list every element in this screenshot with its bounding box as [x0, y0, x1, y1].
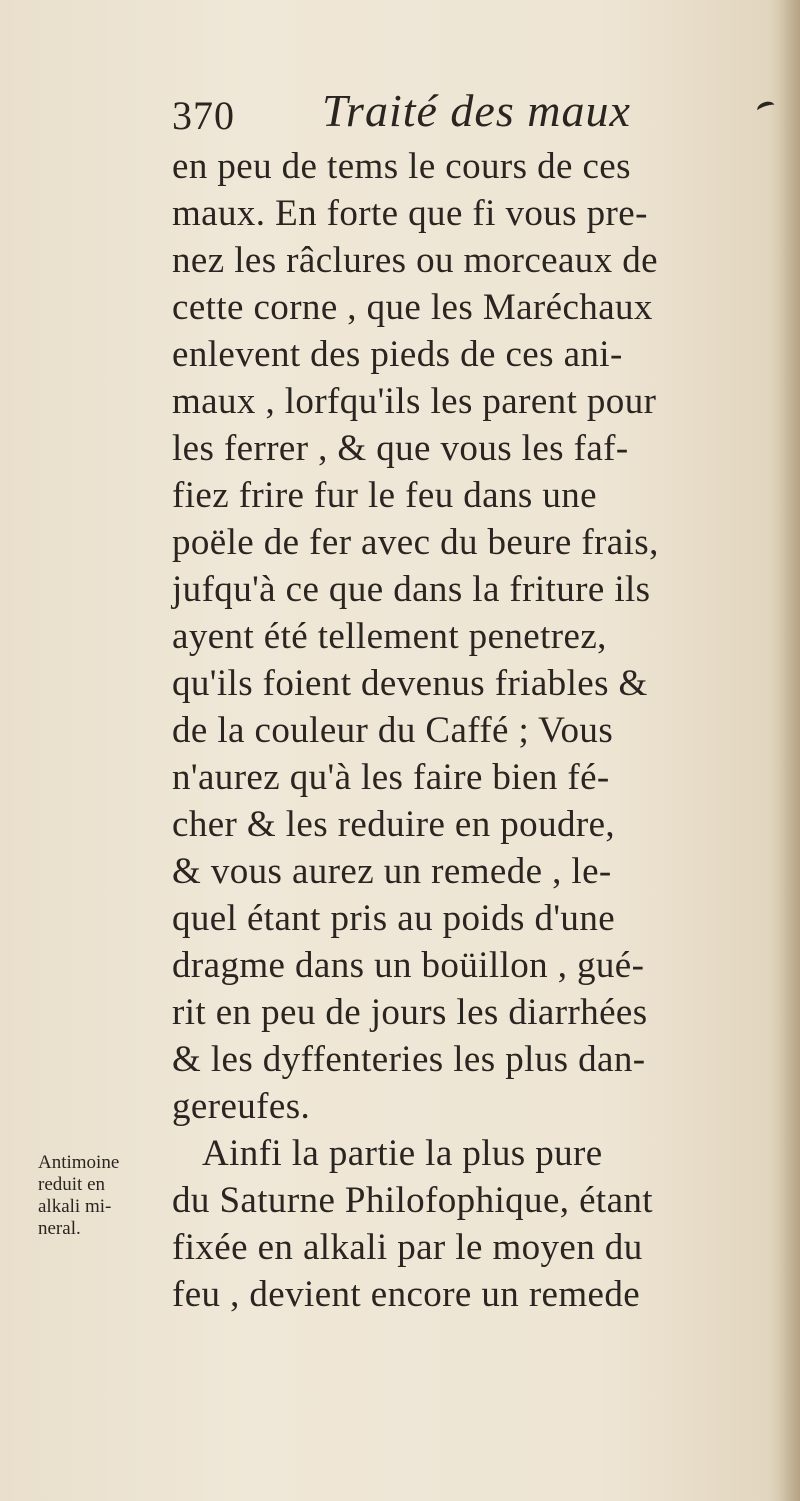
text-line: en peu de tems le cours de ces	[172, 146, 631, 187]
text-line: feu , devient encore un remede	[172, 1274, 641, 1315]
text-line: gereufes.	[172, 1086, 311, 1127]
text-line: n'aurez qu'à les faire bien fé-	[172, 757, 610, 798]
text-line: ayent été tellement penetrez,	[172, 616, 607, 657]
text-line: & les dyffenteries les plus dan-	[172, 1039, 646, 1080]
text-line: cher & les reduire en poudre,	[172, 804, 616, 845]
text-line: cette corne , que les Maréchaux	[172, 287, 653, 328]
page-edge-shadow	[778, 0, 800, 1501]
page-header	[172, 82, 772, 142]
text-line: dragme dans un boüillon , gué-	[172, 945, 645, 986]
paragraph-start-line: Ainfi la partie la plus pure	[202, 1133, 603, 1174]
margin-note-line: Antimoine	[38, 1152, 120, 1173]
text-line: enlevent des pieds de ces ani-	[172, 334, 623, 375]
text-line: fiez frire fur le feu dans une	[172, 475, 597, 516]
text-line: quel étant pris au poids d'une	[172, 898, 616, 939]
text-line: fixée en alkali par le moyen du	[172, 1227, 643, 1268]
running-title: Traité des maux	[322, 85, 631, 136]
text-line: de la couleur du Caffé ; Vous	[172, 710, 614, 751]
text-line: les ferrer , & que vous les faf-	[172, 428, 629, 469]
margin-note-line: alkali mi-	[38, 1196, 112, 1217]
margin-note-line: reduit en	[38, 1174, 106, 1195]
page-number: 370	[172, 93, 235, 138]
ornament-mark	[756, 100, 777, 117]
margin-note	[38, 1152, 158, 1240]
text-line: rit en peu de jours les diarrhées	[172, 992, 648, 1033]
text-line: poële de fer avec du beure frais,	[172, 522, 659, 563]
margin-note-line: neral.	[38, 1218, 81, 1239]
text-line: jufqu'à ce que dans la friture ils	[172, 569, 651, 610]
body-text	[172, 143, 772, 1318]
text-line: du Saturne Philofophique, étant	[172, 1180, 653, 1221]
text-line: maux. En forte que fi vous pre-	[172, 193, 648, 234]
text-line: maux , lorfqu'ils les parent pour	[172, 381, 657, 422]
text-line: nez les râclures ou morceaux de	[172, 240, 658, 281]
text-line: & vous aurez un remede , le-	[172, 851, 612, 892]
text-line: qu'ils foient devenus friables &	[172, 663, 648, 704]
